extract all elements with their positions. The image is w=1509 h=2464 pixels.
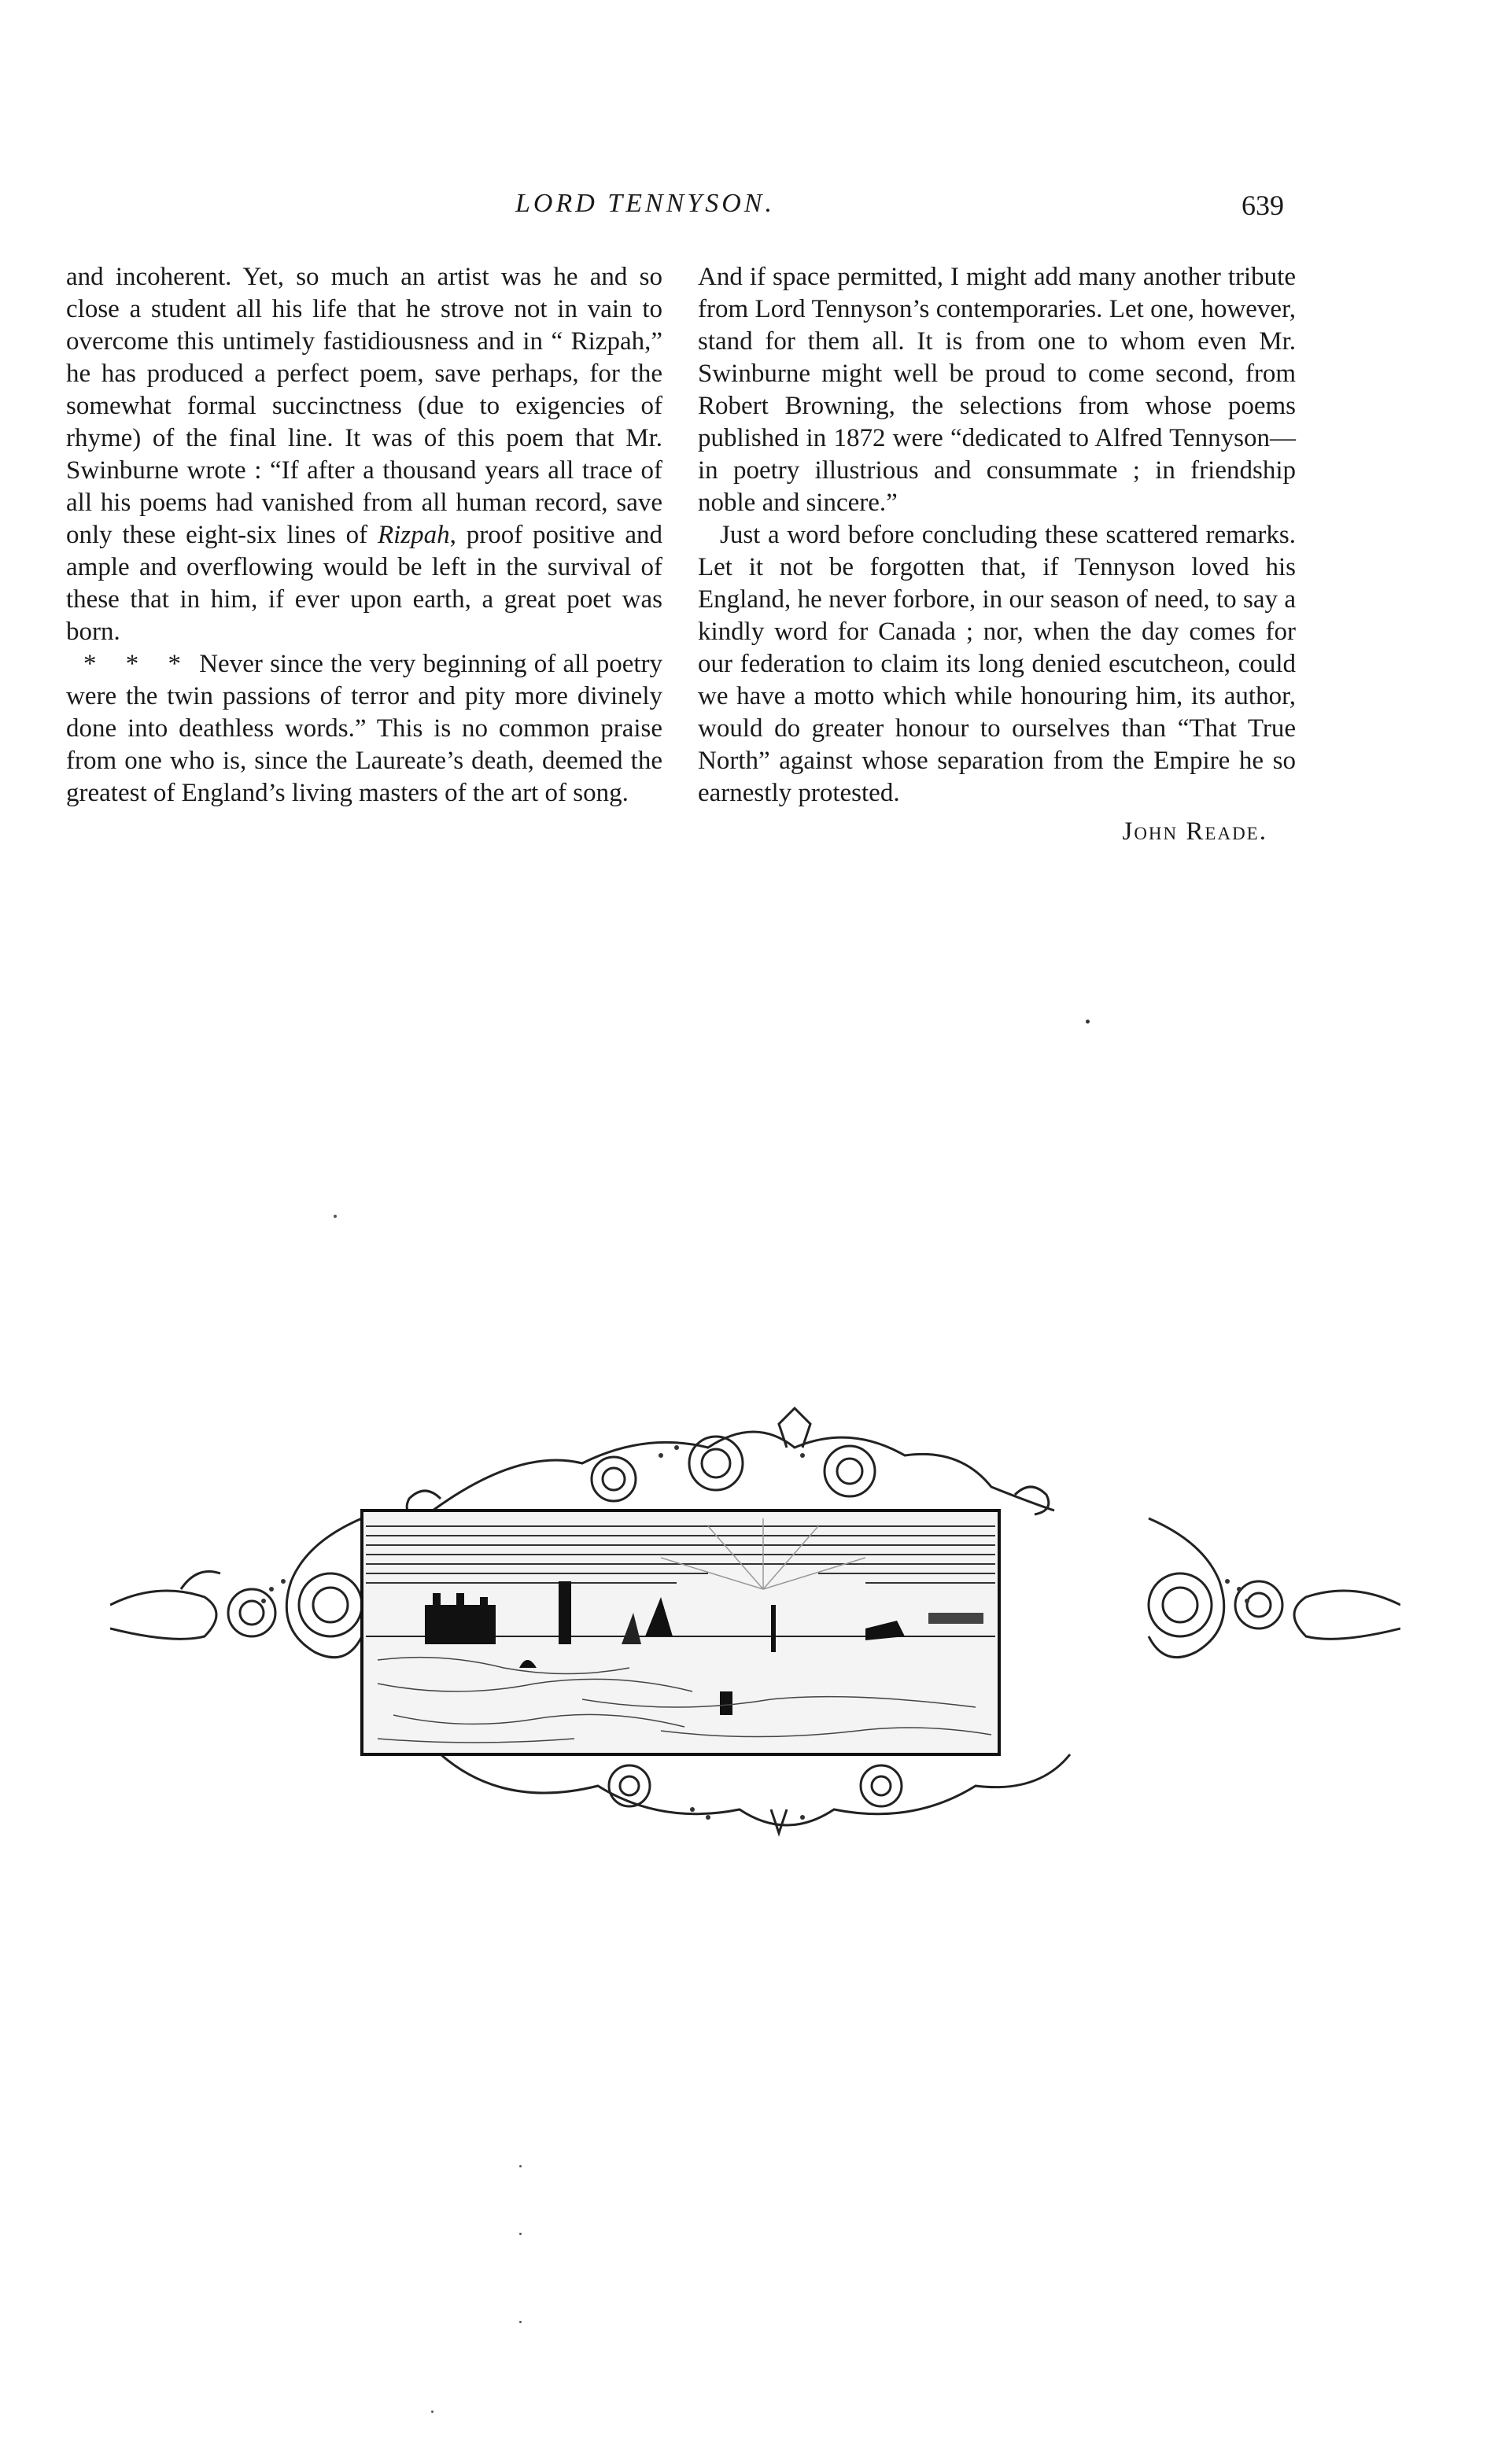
left-text-c: Never since the very beginning of all poetry were the twin passions of terror and pity more divinely done into deathless words.” This is no common praise from one who is, since the Laureate’s death, deemed the greatest of England’s living masters of the art of song. bbox=[66, 650, 663, 807]
right-paragraph-2: Just a word before concluding these scattered remarks. Let it not be forgotten that, if Tennyson loved his England, he never forbore, in our season of need, to say a kindly word for Canada ; nor, when the day comes for our federation to claim its long denied escutcheon, could we have a motto which while honouring him, its author, would do greater honour to ourselves than “That True North” against whose separation from the Empire he so earnestly protested. bbox=[698, 521, 1296, 807]
top-scrollwork bbox=[407, 1408, 1054, 1518]
ink-speck bbox=[334, 1215, 337, 1218]
left-paragraph-2 bbox=[66, 648, 662, 810]
running-head bbox=[0, 189, 1509, 228]
bottom-scrollwork bbox=[441, 1754, 1070, 1833]
running-title: LORD TENNYSON. bbox=[515, 189, 775, 218]
left-paragraph-1 bbox=[66, 261, 662, 648]
left-column bbox=[66, 261, 662, 810]
author-signature: John Reade. bbox=[1122, 817, 1267, 846]
right-paragraph-1: And if space permitted, I might add many another tribute from Lord Tennyson’s contemporaries. Let one, however, stand for them all. It is from one to whom even Mr. Swinburne might well be proud to come second, from Robert Browning, the selections from whose poems published in 1872 were “dedicated to Alfred Tennyson—in poetry illustrious and consummate ; in friendship noble and sincere.” bbox=[698, 263, 1296, 517]
left-text-b: , proof positive and ample and overflowing would be left in the survival of these that in him, if ever upon earth, a great poet was born. bbox=[66, 521, 662, 646]
ink-speck bbox=[519, 2233, 522, 2235]
ink-speck bbox=[519, 2165, 522, 2167]
left-flourish bbox=[110, 1518, 362, 1658]
ink-speck bbox=[431, 2411, 434, 2413]
rizpah-italic: Rizpah bbox=[377, 521, 450, 549]
right-flourish bbox=[1149, 1518, 1400, 1658]
section-stars: * * * bbox=[83, 650, 192, 678]
left-text-a: and incoherent. Yet, so much an artist was he and so close a student all his life that he strove not in vain to overcome this untimely fastidiousness and in “ Rizpah,” he has produced a perfect poem, save perhaps, for the somewhat formal succinctness (due to exigencies of rhyme) of the final line. It was of this poem that Mr. Swinburne wrote : “If after a thousand years all trace of all his poems had vanished from all human record, save only these eight-six lines of bbox=[66, 263, 662, 549]
right-column bbox=[698, 261, 1296, 848]
seascape-vignette-icon bbox=[110, 1400, 1400, 1841]
ink-dot bbox=[1086, 1020, 1090, 1024]
ink-speck bbox=[519, 2321, 522, 2323]
seascape-picture bbox=[362, 1510, 999, 1754]
page-number: 639 bbox=[1242, 190, 1284, 221]
